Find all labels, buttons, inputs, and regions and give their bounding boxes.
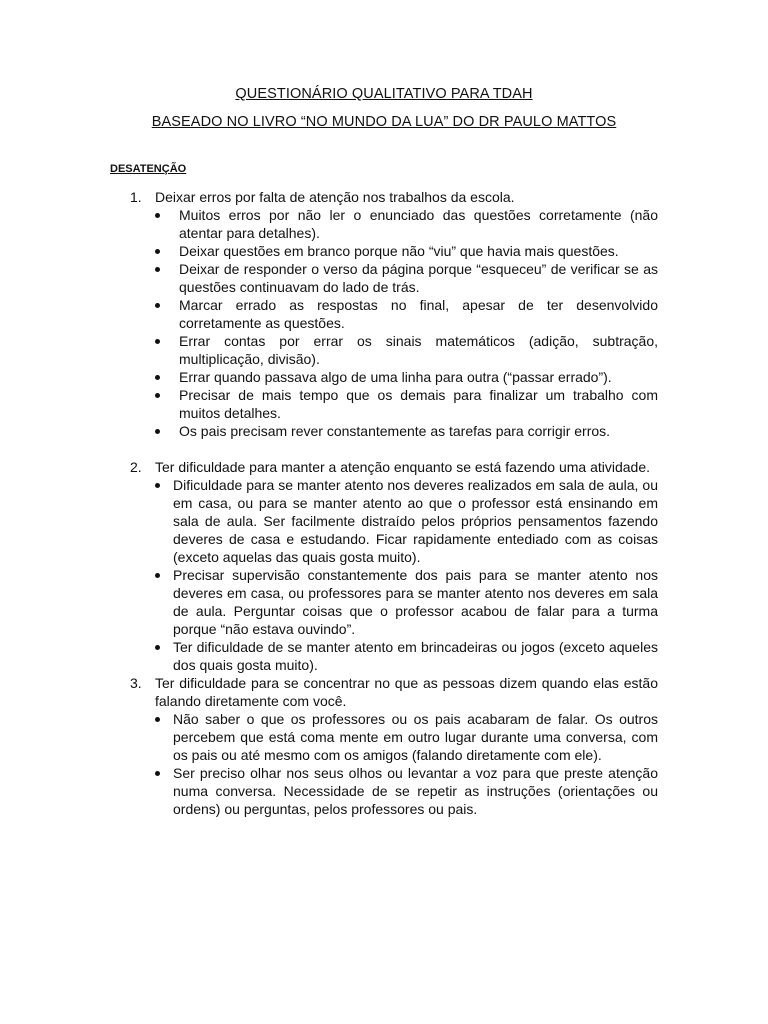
bullet-text: Marcar errado as respostas no final, apesar de ter desenvolvido corretamente as questões. bbox=[179, 297, 658, 331]
section-heading: DESATENÇÃO bbox=[110, 163, 187, 175]
document-title: QUESTIONÁRIO QUALITATIVO PARA TDAH bbox=[235, 86, 533, 102]
bullet-item bbox=[155, 242, 658, 260]
item-number: 1. bbox=[130, 189, 142, 205]
bullet-item bbox=[155, 710, 658, 764]
list-item bbox=[130, 674, 658, 818]
bullet-text: Errar contas por errar os sinais matemáticos (adição, subtração, multiplicação, divisão). bbox=[179, 333, 658, 367]
bullet-text: Ter dificuldade de se manter atento em brincadeiras ou jogos (exceto aqueles dos quais gosta muito). bbox=[173, 639, 658, 673]
bullet-text: Dificuldade para se manter atento nos deveres realizados em sala de aula, ou em casa, ou para se manter atento ao que o professor está ensinando em sala de aula. Ser facilmente distraído pelos próprios pensamentos fazendo deveres de casa e estudando. Ficar rapidamente entediado com as coisas (exceto aquelas das quais gosta muito). bbox=[173, 477, 658, 565]
list-item bbox=[130, 188, 658, 440]
bullet-item bbox=[155, 764, 658, 818]
item-number: 3. bbox=[130, 675, 142, 691]
bullet-item bbox=[155, 422, 658, 440]
bullet-item bbox=[155, 566, 658, 638]
item-text: Ter dificuldade para se concentrar no que as pessoas dizem quando elas estão falando diretamente com você. bbox=[155, 675, 658, 709]
bullet-item bbox=[155, 332, 658, 368]
bullet-list bbox=[155, 476, 658, 674]
bullet-item bbox=[155, 260, 658, 296]
bullet-icon bbox=[155, 249, 160, 254]
bullet-text: Não saber o que os professores ou os pais acabaram de falar. Os outros percebem que está coma mente em outro lugar durante uma conversa, com os pais ou até mesmo com os amigos (falando diretamente com ele). bbox=[173, 711, 658, 763]
bullet-text: Precisar supervisão constantemente dos pais para se manter atento nos deveres em casa, ou professores para se manter atento nos deveres em sala de aula. Perguntar coisas que o professor acabou de falar para a turma porque “não estava ouvindo”. bbox=[173, 567, 658, 637]
bullet-text: Deixar questões em branco porque não “viu” que havia mais questões. bbox=[179, 243, 619, 259]
bullet-text: Os pais precisam rever constantemente as tarefas para corrigir erros. bbox=[179, 423, 611, 439]
bullet-text: Muitos erros por não ler o enunciado das questões corretamente (não atentar para detalhes). bbox=[179, 207, 658, 241]
bullet-icon bbox=[155, 375, 160, 380]
bullet-icon bbox=[155, 213, 160, 218]
bullet-item bbox=[155, 386, 658, 422]
item-number: 2. bbox=[130, 459, 142, 475]
bullet-icon bbox=[155, 483, 160, 488]
bullet-list bbox=[155, 206, 658, 440]
list-item bbox=[130, 458, 658, 674]
bullet-item bbox=[155, 296, 658, 332]
bullet-icon bbox=[155, 393, 160, 398]
bullet-icon bbox=[155, 717, 160, 722]
bullet-text: Precisar de mais tempo que os demais para finalizar um trabalho com muitos detalhes. bbox=[179, 387, 658, 421]
bullet-text: Errar quando passava algo de uma linha para outra (“passar errado”). bbox=[179, 369, 612, 385]
item-text: Ter dificuldade para manter a atenção enquanto se está fazendo uma atividade. bbox=[155, 459, 650, 475]
bullet-list bbox=[155, 710, 658, 818]
bullet-icon bbox=[155, 645, 160, 650]
bullet-item bbox=[155, 368, 658, 386]
bullet-icon bbox=[155, 339, 160, 344]
item-text: Deixar erros por falta de atenção nos trabalhos da escola. bbox=[155, 189, 515, 205]
bullet-text: Deixar de responder o verso da página porque “esqueceu” de verificar se as questões continuavam do lado de trás. bbox=[179, 261, 658, 295]
document-subtitle: BASEADO NO LIVRO “NO MUNDO DA LUA” DO DR PAULO MATTOS bbox=[151, 114, 617, 130]
bullet-icon bbox=[155, 429, 160, 434]
bullet-icon bbox=[155, 573, 160, 578]
bullet-icon bbox=[155, 303, 160, 308]
questionnaire-content bbox=[130, 188, 658, 818]
bullet-item bbox=[155, 206, 658, 242]
bullet-item bbox=[155, 638, 658, 674]
bullet-icon bbox=[155, 771, 160, 776]
bullet-icon bbox=[155, 267, 160, 272]
bullet-item bbox=[155, 476, 658, 566]
numbered-list bbox=[130, 188, 658, 818]
bullet-text: Ser preciso olhar nos seus olhos ou levantar a voz para que preste atenção numa conversa. Necessidade de se repetir as instruções (orientações ou ordens) ou perguntas, pelos professores ou pais. bbox=[173, 765, 658, 817]
